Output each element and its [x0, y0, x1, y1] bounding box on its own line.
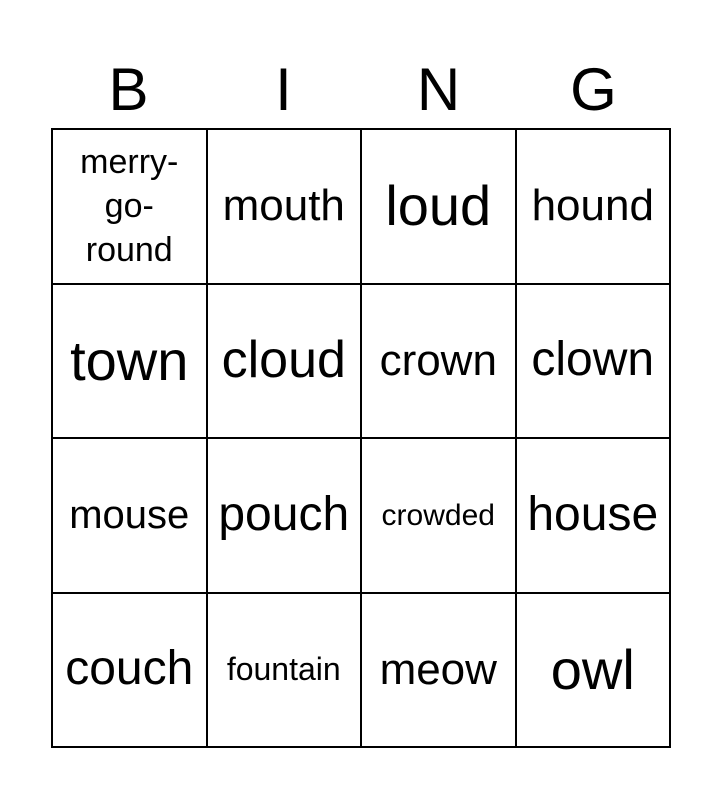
cell-word: loud: [385, 174, 492, 238]
cell-word: mouse: [69, 493, 190, 538]
bingo-header: [51, 55, 671, 125]
bingo-cell[interactable]: [53, 594, 208, 749]
bingo-cell[interactable]: [53, 439, 208, 594]
cell-word: crowded: [381, 498, 495, 532]
header-letter-b: B: [108, 56, 149, 123]
bingo-cell[interactable]: [362, 439, 517, 594]
cell-word: fountain: [226, 651, 341, 688]
cell-word: cloud: [221, 331, 346, 390]
bingo-cell[interactable]: [517, 285, 672, 440]
header-letter-g: G: [570, 56, 617, 123]
cell-word: hound: [531, 181, 654, 231]
cell-word: clown: [531, 333, 655, 387]
bingo-cell[interactable]: [362, 285, 517, 440]
cell-word: merry- go- round: [80, 142, 179, 270]
bingo-cell[interactable]: [53, 285, 208, 440]
cell-word: meow: [379, 644, 497, 694]
cell-word: pouch: [218, 487, 350, 541]
bingo-cell[interactable]: [362, 594, 517, 749]
bingo-cell[interactable]: [517, 439, 672, 594]
cell-word: town: [70, 328, 189, 392]
header-letter-i: I: [275, 56, 292, 123]
bingo-cell[interactable]: [517, 594, 672, 749]
cell-word: couch: [65, 642, 194, 696]
bingo-cell[interactable]: [517, 130, 672, 285]
cell-word: mouth: [222, 181, 345, 231]
bingo-cell[interactable]: [53, 130, 208, 285]
bingo-cell[interactable]: [208, 594, 363, 749]
cell-word: house: [527, 487, 659, 541]
bingo-cell[interactable]: [208, 130, 363, 285]
bingo-cell[interactable]: [208, 439, 363, 594]
bingo-cell[interactable]: [362, 130, 517, 285]
bingo-cell[interactable]: [208, 285, 363, 440]
cell-word: owl: [550, 637, 635, 701]
cell-word: crown: [379, 335, 497, 385]
bingo-board: [51, 128, 671, 748]
header-letter-n: N: [416, 56, 461, 123]
